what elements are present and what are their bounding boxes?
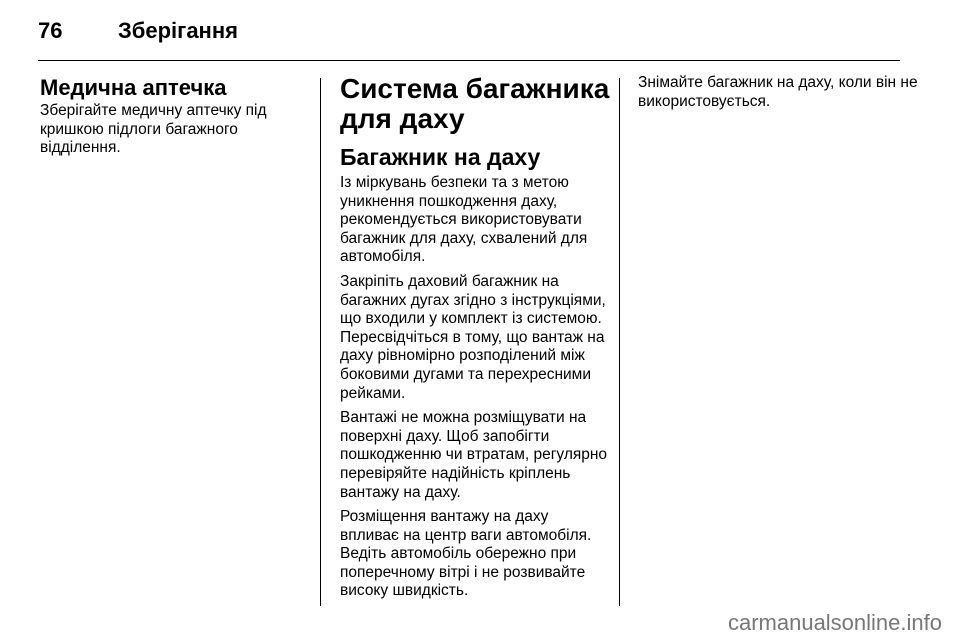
paragraph: Закріпіть даховий багажник на багажних дугах згідно з інструкціями, що входили у комплект із системою. Пересвідчіться в тому, що вантаж на даху рівномірно розподілений між боковими дугами та перехресними рейками.: [340, 272, 606, 402]
column-roof-rack: [340, 74, 610, 607]
paragraph: Знімайте багажник на даху, коли він не використовується.: [638, 74, 918, 110]
page-header: [38, 14, 900, 60]
column-medical-kit: [40, 74, 310, 164]
column-divider: [320, 78, 321, 606]
column-roof-rack-continued: [638, 74, 938, 117]
section-title: Зберігання: [118, 18, 238, 43]
watermark: carmanualsonline.info: [727, 610, 942, 635]
heading-medical-kit: Медична аптечка: [40, 75, 227, 100]
subheading-roof-rack: Багажник на даху: [340, 144, 541, 170]
column-divider: [619, 78, 620, 606]
paragraph: Вантажі не можна розміщувати на поверхні даху. Щоб запобігти пошкодженню чи втратам, регулярно перевіряйте надійність кріплень вантажу на даху.: [340, 409, 608, 501]
page-number: 76: [38, 18, 63, 43]
paragraph: Зберігайте медичну аптечку під кришкою підлоги багажного відділення.: [40, 102, 267, 157]
paragraph: Із міркувань безпеки та з метою уникнення пошкодження даху, рекомендується використовувати багажник для даху, схвалений для автомобіля.: [340, 174, 588, 266]
heading-roof-rack-system: Система багажника для даху: [340, 73, 610, 134]
paragraph: Розміщення вантажу на даху впливає на центр ваги автомобіля. Ведіть автомобіль обережно при поперечному вітрі і не розвивайте високу швидкість.: [340, 508, 592, 600]
header-divider: [38, 60, 900, 61]
